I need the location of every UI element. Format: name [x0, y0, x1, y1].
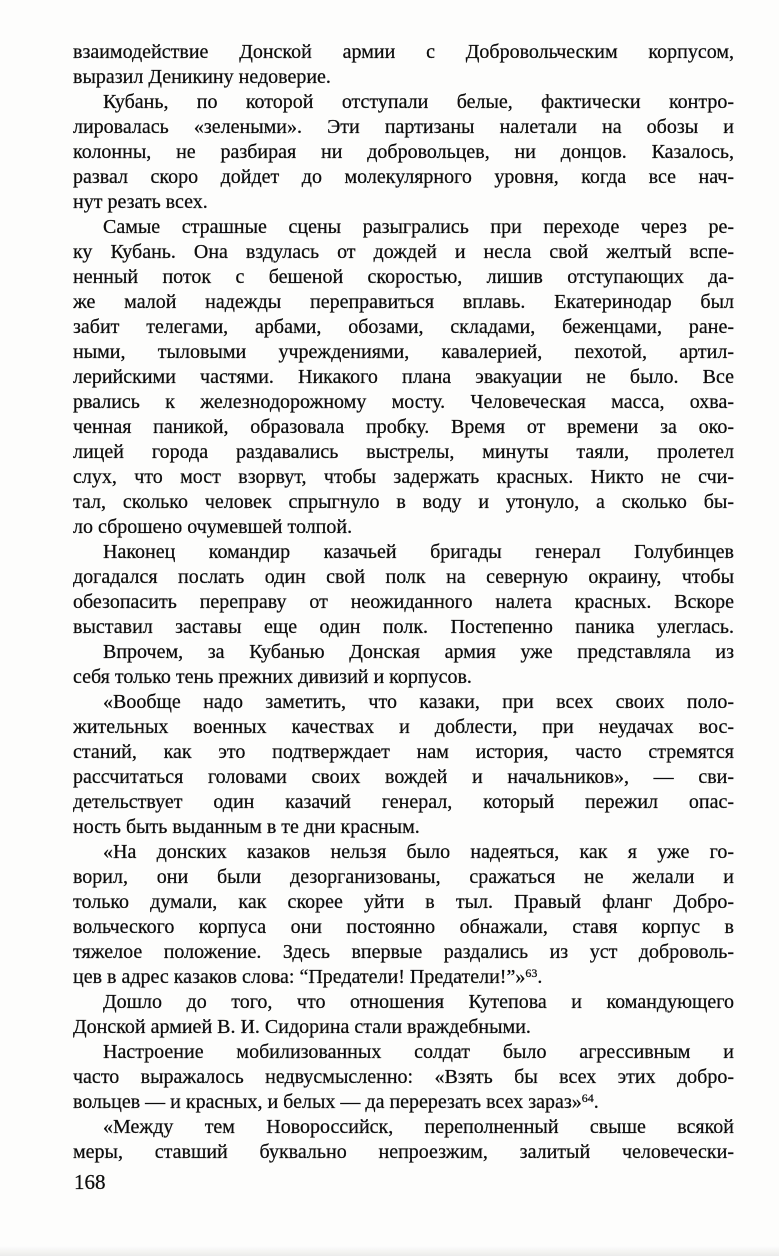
- text-line: ность быть выданным в те дни красным.: [73, 816, 420, 838]
- text-line: лировалась «зелеными». Эти партизаны налетали на обозы и: [73, 116, 734, 138]
- text-line: вольцев — и красных, и белых — да перерезать всех зараз»$^{64}$.: [73, 1091, 599, 1113]
- text-line: Настроение мобилизованных солдат было агрессивным и: [103, 1041, 734, 1063]
- text-line: жительных военных качествах и доблести, при неудачах вос-: [73, 716, 734, 738]
- text-line: взаимодействие Донской армии с Добровольческим корпусом,: [73, 41, 734, 63]
- text-line: Наконец командир казачьей бригады генерал Голубинцев: [103, 541, 734, 563]
- text-line: ку Кубань. Она вздулась от дождей и несла свой желтый вспе-: [73, 241, 734, 263]
- text-line: рвались к железнодорожному мосту. Человеческая масса, охва-: [73, 391, 734, 413]
- text-line: колонны, не разбирая ни добровольцев, ни донцов. Казалось,: [73, 141, 734, 163]
- text-line: лицей города раздавались выстрелы, минуты таяли, пролетел: [73, 441, 734, 463]
- text-line: тяжелое положение. Здесь впервые раздались из уст доброволь-: [73, 941, 734, 963]
- text-line: Донской армией В. И. Сидорина стали враждебными.: [73, 1016, 531, 1038]
- text-line: ворил, они были дезорганизованы, сражаться не желали и: [73, 866, 734, 888]
- text-line: выразил Деникину недоверие.: [73, 66, 331, 88]
- text-line: выставил заставы еще один полк. Постепенно паника улеглась.: [73, 616, 734, 638]
- text-line: догадался послать один свой полк на северную окраину, чтобы: [73, 566, 734, 588]
- text-line: слух, что мост взорвут, чтобы задержать красных. Никто не счи-: [73, 466, 734, 488]
- text-line: Впрочем, за Кубанью Донская армия уже представляла из: [103, 641, 734, 663]
- text-line: меры, ставший буквально непроезжим, залитый человечески-: [73, 1141, 734, 1163]
- text-line: рассчитаться головами своих вождей и начальников», — сви-: [73, 766, 734, 788]
- text-line: ненный поток с бешеной скоростью, лишив отступающих да-: [73, 266, 734, 288]
- text-line: ченная паникой, образовала пробку. Время от времени за око-: [73, 416, 734, 438]
- text-line: «На донских казаков нельзя было надеяться, как я уже го-: [103, 841, 734, 863]
- text-line: развал скоро дойдет до молекулярного уровня, когда все нач-: [73, 166, 734, 188]
- text-line: Дошло до того, что отношения Кутепова и командующего: [103, 991, 734, 1013]
- text-line: станий, как это подтверждает нам история, часто стремятся: [73, 741, 734, 763]
- text-line: себя только тень прежних дивизий и корпусов.: [73, 666, 472, 688]
- text-line: Самые страшные сцены разыгрались при переходе через ре-: [103, 216, 734, 238]
- text-line: забит телегами, арбами, обозами, складами, беженцами, ране-: [73, 316, 734, 338]
- text-line: цев в адрес казаков слова: “Предатели! Предатели!”»$^{63}$.: [73, 966, 543, 988]
- text-line: вольческого корпуса они постоянно обнажали, ставя корпус в: [73, 916, 734, 938]
- footnote-ref: 64: [581, 1091, 594, 1105]
- text-line: обезопасить переправу от неожиданного налета красных. Вскоре: [73, 591, 734, 613]
- text-line: нут резать всех.: [73, 191, 208, 213]
- page-text: [73, 40, 734, 1165]
- text-line: часто выражалось недвусмысленно: «Взять бы всех этих добро-: [73, 1066, 734, 1088]
- text-line: детельствует один казачий генерал, который пережил опас-: [73, 791, 734, 813]
- text-line: ными, тыловыми учреждениями, кавалерией, пехотой, артил-: [73, 341, 734, 363]
- text-line: Кубань, по которой отступали белые, фактически контро-: [103, 91, 734, 113]
- text-line: лерийскими частями. Никакого плана эвакуации не было. Все: [73, 366, 734, 388]
- text-line: ло сброшено очумевшей толпой.: [73, 516, 353, 538]
- footnote-ref: 63: [525, 966, 538, 980]
- text-line: тал, сколько человек спрыгнуло в воду и утонуло, а сколько бы-: [73, 491, 734, 513]
- page-number: 168: [74, 1170, 106, 1194]
- text-line: только думали, как скорее уйти в тыл. Правый фланг Добро-: [73, 891, 734, 913]
- text-line: «Между тем Новороссийск, переполненный свыше всякой: [103, 1116, 734, 1138]
- text-line: же малой надежды переправиться вплавь. Екатеринодар был: [73, 291, 734, 313]
- text-line: «Вообще надо заметить, что казаки, при всех своих поло-: [103, 691, 734, 713]
